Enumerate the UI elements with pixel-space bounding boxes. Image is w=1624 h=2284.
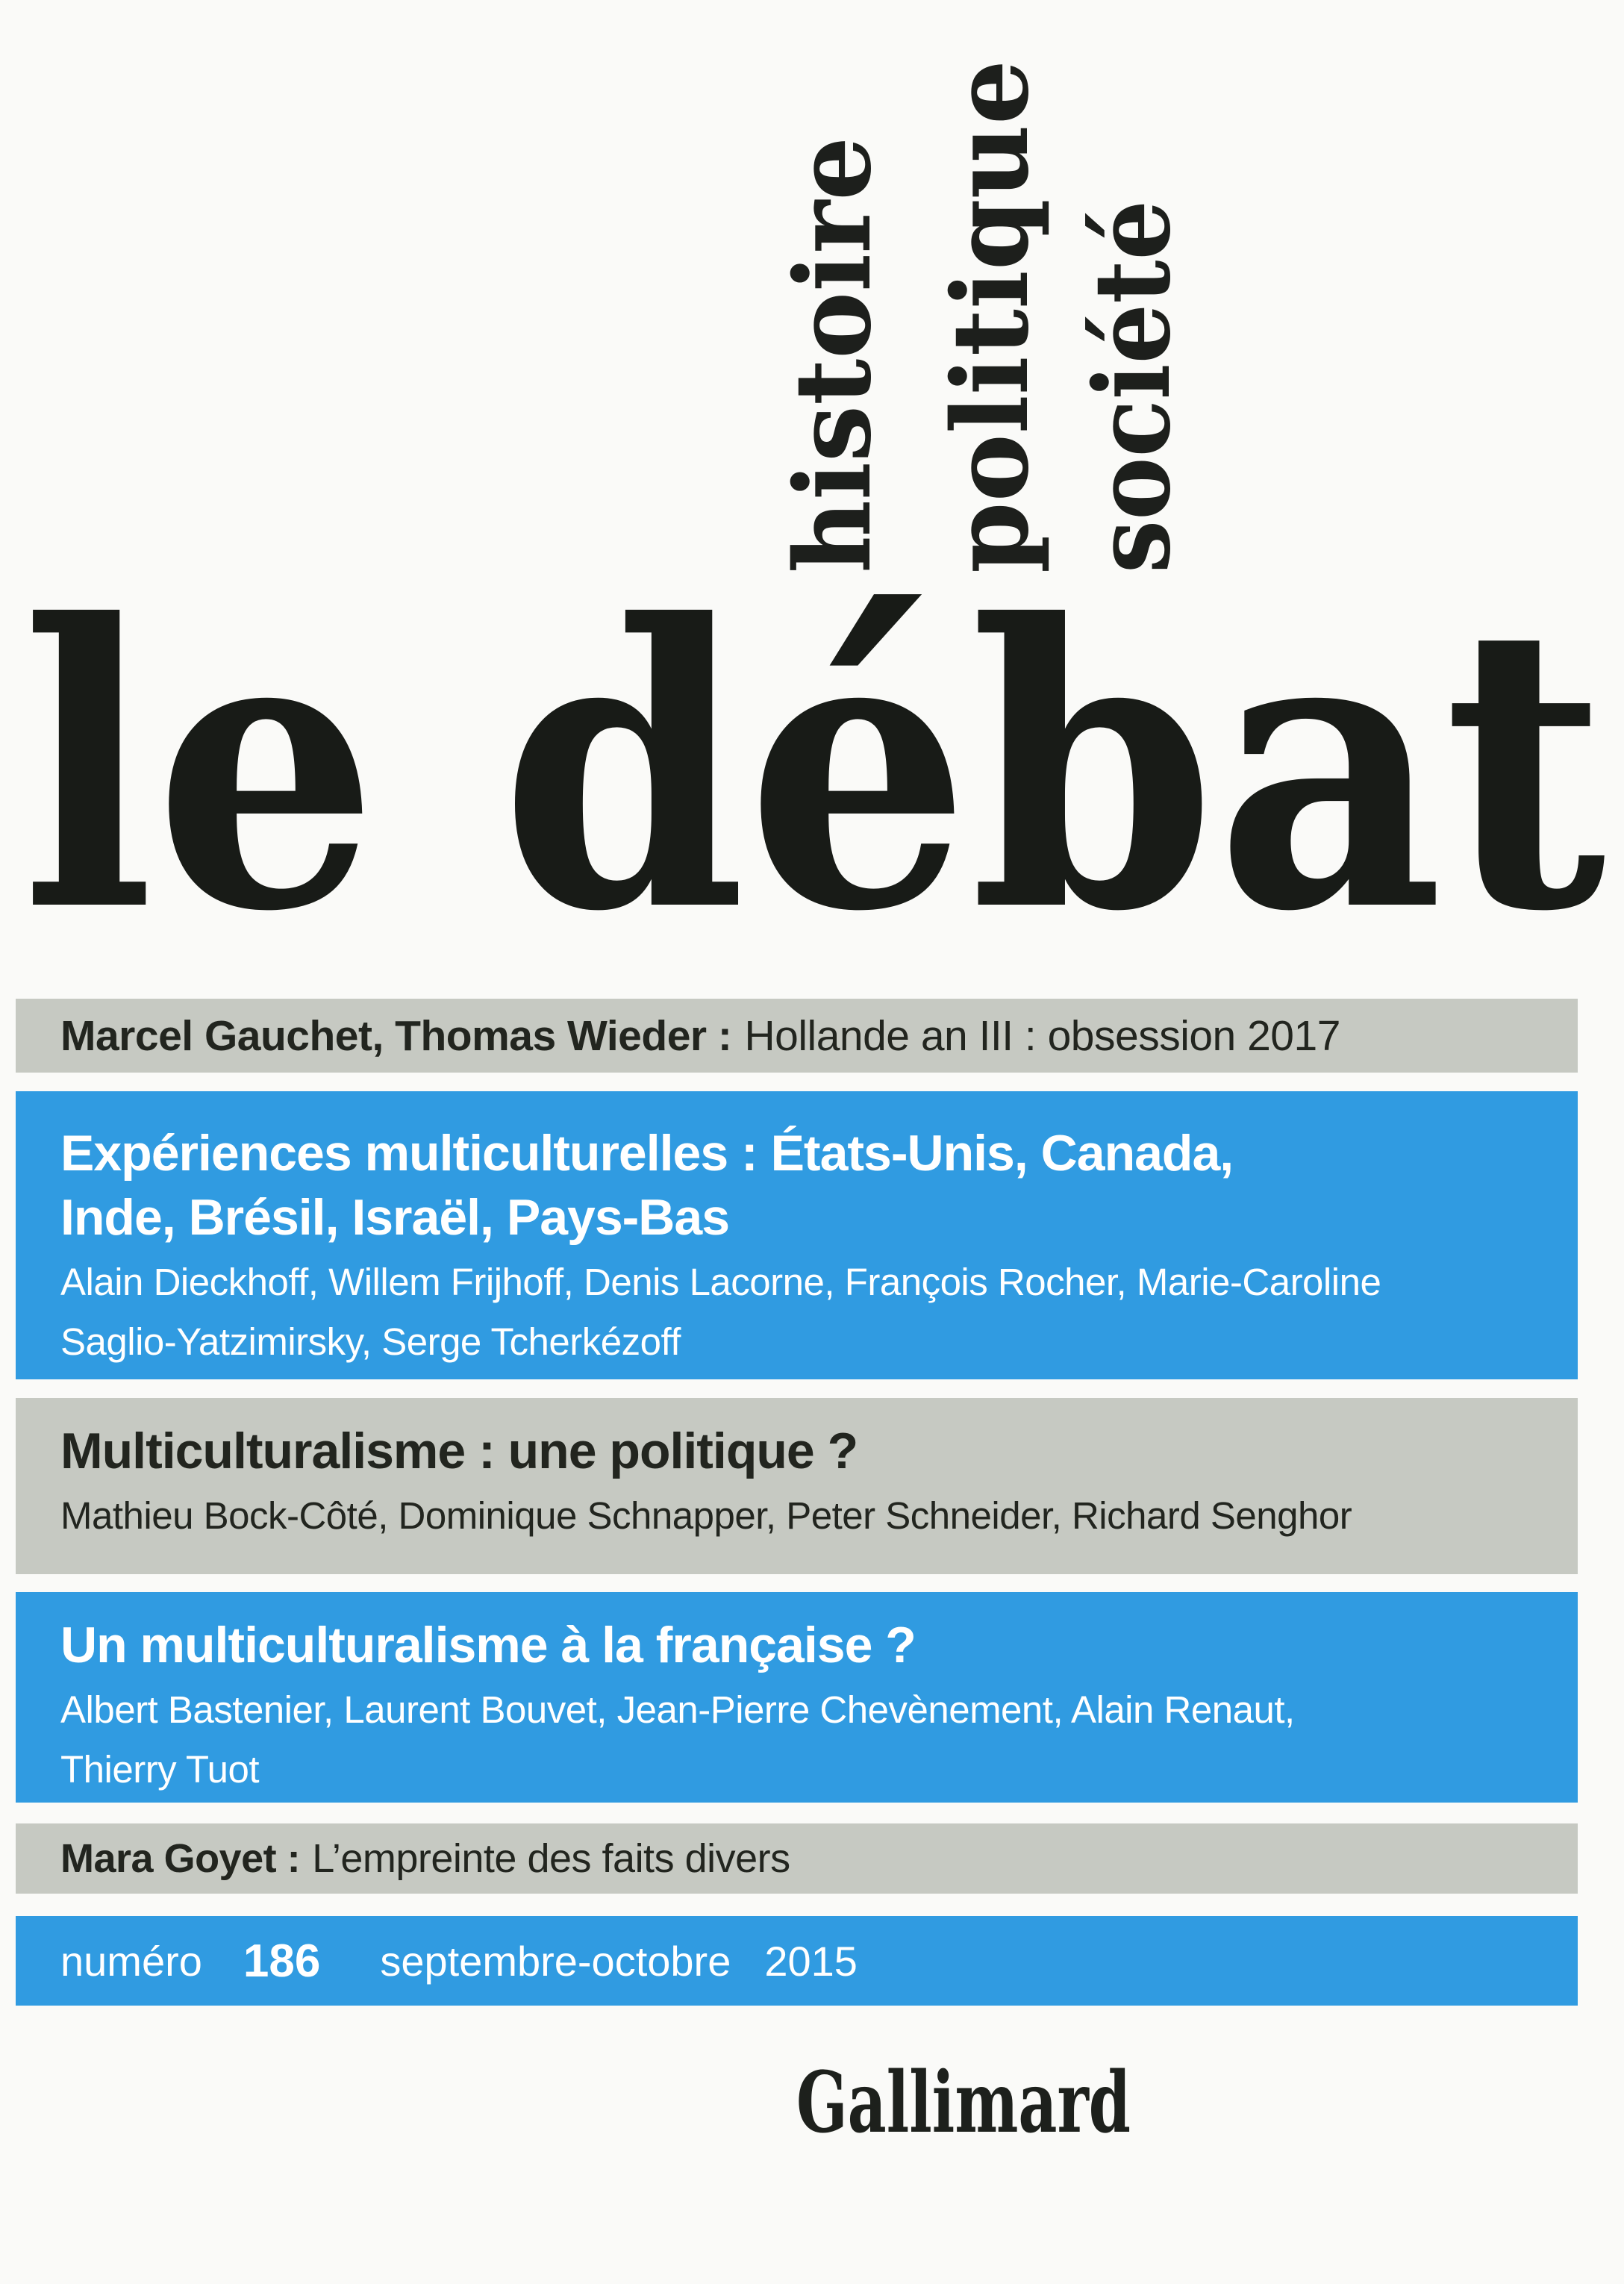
band-experiences-authors-line2: Saglio-Yatzimirsky, Serge Tcherkézoff: [60, 1320, 681, 1363]
band-goyet-author: Mara Goyet :: [60, 1836, 301, 1881]
band-gauchet-title: Hollande an III : obsession 2017: [744, 1011, 1340, 1060]
band-multiculturalisme-politique: [16, 1398, 1578, 1574]
band-multiculturalisme-authors: Mathieu Bock-Côté, Dominique Schnapper, Peter Schneider, Richard Senghor: [60, 1494, 1352, 1537]
band-experiences-multiculturelles: [16, 1091, 1578, 1379]
band-gauchet-wieder: [16, 999, 1578, 1073]
issue-year: 2015: [764, 1937, 858, 1985]
masthead-word-societe: société: [1072, 160, 1194, 573]
band-francaise-authors-line2: Thierry Tuot: [60, 1748, 260, 1791]
band-francaise-authors-line1: Albert Bastenier, Laurent Bouvet, Jean-Pierre Chevènement, Alain Renaut,: [60, 1688, 1295, 1731]
band-goyet: [16, 1823, 1578, 1894]
masthead-word-politique: politique: [930, 47, 1052, 573]
issue-label: numéro: [60, 1937, 202, 1985]
band-experiences-authors-line1: Alain Dieckhoff, Willem Frijhoff, Denis Lacorne, François Rocher, Marie-Caroline: [60, 1261, 1381, 1303]
publisher-logo: Gallimard: [796, 2054, 1131, 2152]
masthead-word-histoire: histoire: [772, 119, 895, 573]
issue-number: 186: [243, 1935, 321, 1987]
band-francaise-title: Un multiculturalisme à la française ?: [60, 1617, 916, 1673]
band-multiculturalisme-title: Multiculturalisme : une politique ?: [60, 1423, 858, 1479]
issue-months: septembre-octobre: [380, 1937, 731, 1985]
band-multiculturalisme-francaise: [16, 1592, 1578, 1803]
magazine-logo: le débat: [21, 540, 1609, 996]
band-issue-info: [16, 1916, 1578, 2006]
band-goyet-title: L’empreinte des faits divers: [312, 1836, 790, 1881]
band-experiences-title-line2: Inde, Brésil, Israël, Pays-Bas: [60, 1189, 730, 1246]
band-gauchet-authors: Marcel Gauchet, Thomas Wieder :: [60, 1011, 732, 1060]
band-experiences-title-line1: Expériences multiculturelles : États-Unis, Canada,: [60, 1125, 1234, 1182]
